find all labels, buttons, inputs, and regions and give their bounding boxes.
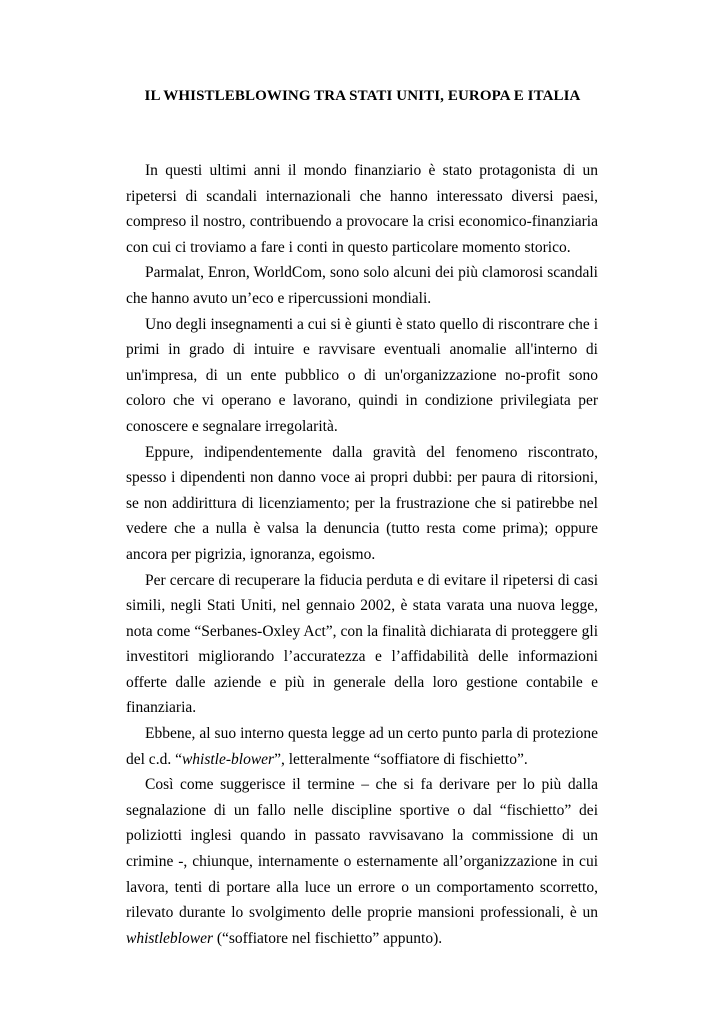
- italic-term: whistle-blower: [181, 750, 275, 768]
- paragraph: Uno degli insegnamenti a cui si è giunti è stato quello di riscontrare che i primi in grado di intuire e ravvisare eventuali anomalie all'interno di un'impresa, di un ente pubblico o di un'organizzazione no-profit sono coloro che vi operano e lavorano, quindi in condizione privilegiata per conoscere e segnalare irregolarità.: [126, 315, 598, 435]
- paragraph-text: Ebbene, al suo interno questa legge ad un certo punto parla di protezione del c.d. “: [126, 725, 598, 768]
- paragraph: Eppure, indipendentemente dalla gravità del fenomeno riscontrato, spesso i dipendenti non danno voce ai propri dubbi: per paura di ritorsioni, se non addirittura di licenziamento; per la frustrazione che si patirebbe nel vedere che a nulla è valsa la denuncia (tutto resta come prima); oppure ancora per pigrizia, ignoranza, egoismo.: [126, 443, 598, 563]
- paragraph-text: Così come suggerisce il termine – che si fa derivare per lo più dalla segnalazione di un fallo nelle discipline sportive o dal “fischietto” dei poliziotti inglesi quando in passato ravvisavano la commissione di un crimine -, chiunque, internamente o esternamente all’organizzazione in cui lavora, tenti di portare alla luce un errore o un comportamento scorretto, rilevato durante lo svolgimento delle proprie mansioni professionali, è un: [126, 776, 598, 922]
- document-body: [126, 158, 598, 951]
- paragraph-text: (“soffiatore nel fischietto” appunto).: [212, 929, 443, 947]
- paragraph: [126, 772, 598, 951]
- paragraph: [126, 721, 598, 772]
- paragraph: In questi ultimi anni il mondo finanziario è stato protagonista di un ripetersi di scandali internazionali che hanno interessato diversi paesi, compreso il nostro, contribuendo a provocare la crisi economico-finanziaria con cui ci troviamo a fare i conti in questo particolare momento storico.: [126, 162, 598, 256]
- paragraph: Per cercare di recuperare la fiducia perduta e di evitare il ripetersi di casi simili, negli Stati Uniti, nel gennaio 2002, è stata varata una nuova legge, nota come “Serbanes-Oxley Act”, con la finalità dichiarata di proteggere gli investitori migliorando l’accuratezza e l’affidabilità delle informazioni offerte dalle aziende e più in generale della loro gestione contabile e finanziaria.: [126, 571, 598, 717]
- paragraph: Parmalat, Enron, WorldCom, sono solo alcuni dei più clamorosi scandali che hanno avuto un’eco e ripercussioni mondiali.: [126, 264, 598, 307]
- paragraph-text: ”, letteralmente “soffiatore di fischietto”.: [274, 750, 528, 768]
- italic-term: whistleblower: [126, 929, 213, 947]
- document-title: IL WHISTLEBLOWING TRA STATI UNITI, EUROPA E ITALIA: [144, 88, 581, 104]
